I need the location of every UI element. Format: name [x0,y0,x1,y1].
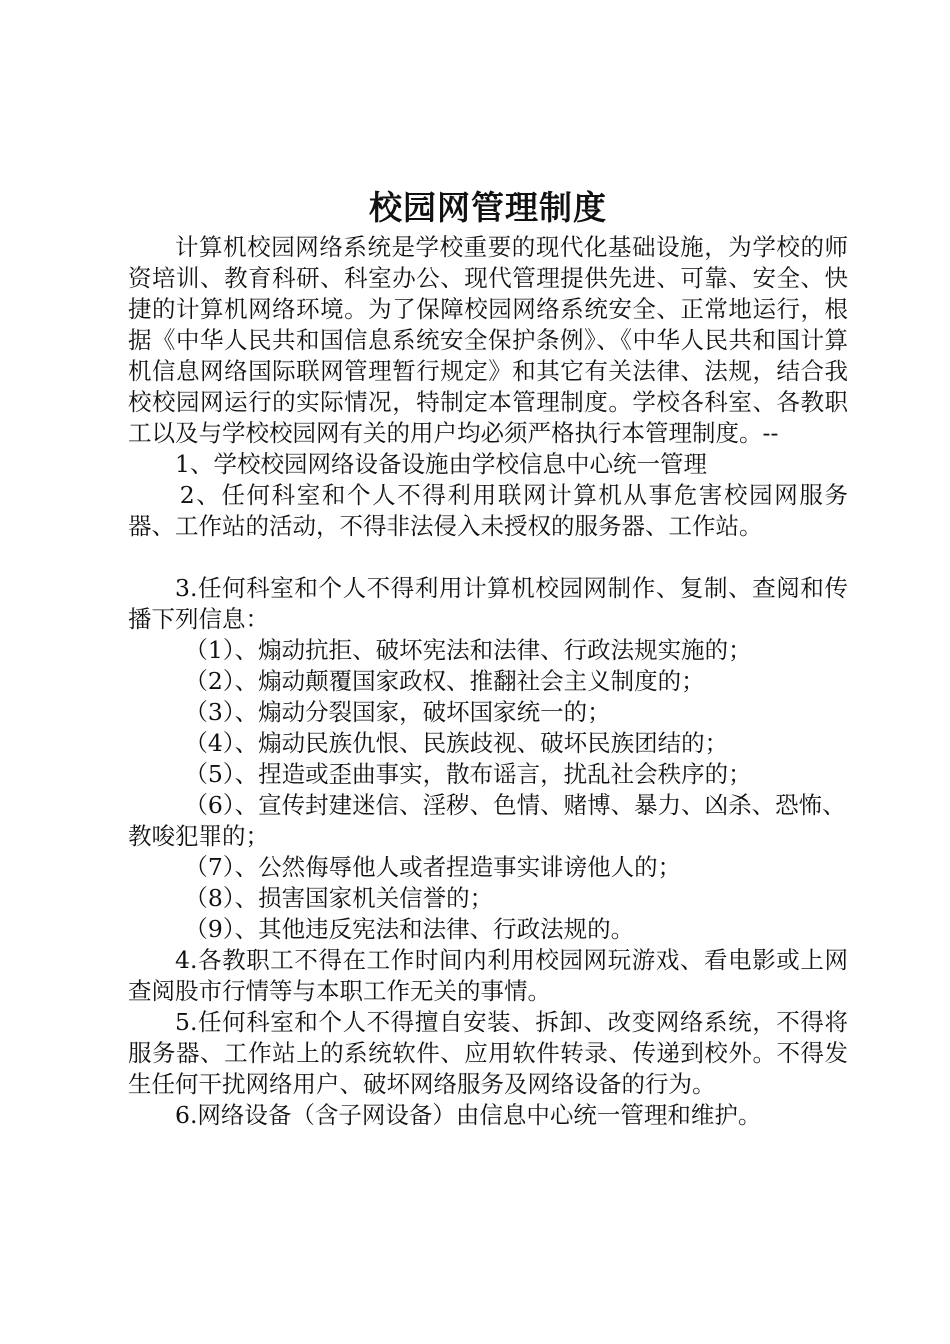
rule-3-item-8: （8）、损害国家机关信誉的； [184,884,494,912]
document-title: 校园网管理制度 [369,188,607,227]
rule-3-item-7: （7）、公然侮辱他人或者捏造事实诽谤他人的； [184,853,682,881]
rule-3-item-4: （4）、煽动民族仇恨、民族歧视、破坏民族团结的； [184,729,729,757]
document-page [128,186,848,1131]
rule-6: 6.网络设备（含子网设备）由信息中心统一管理和维护。 [175,1101,762,1129]
rule-2: 2、任何科室和个人不得利用联网计算机从事危害校园网服务器、工作站的活动，不得非法侵入未授权的服务器、工作站。 [128,481,848,540]
rule-1: 1、学校校园网络设备设施由学校信息中心统一管理 [175,450,707,478]
rule-3-item-3: （3）、煽动分裂国家，破坏国家统一的； [184,698,611,726]
rule-3-item-5: （5）、捏造或歪曲事实，散布谣言，扰乱社会秩序的； [184,760,752,788]
rule-3: 3.任何科室和个人不得利用计算机校园网制作、复制、查阅和传播下列信息： [128,574,848,633]
rule-3-item-9: （9）、其他违反宪法和法律、行政法规的。 [184,915,635,943]
rule-4: 4.各教职工不得在工作时间内利用校园网玩游戏、看电影或上网查阅股市行情等与本职工作无关的事情。 [128,946,848,1005]
blank-line [128,542,848,573]
rule-3-item-1: （1）、煽动抗拒、破坏宪法和法律、行政法规实施的； [184,636,752,664]
rule-3-item-6: （6）、宣传封建迷信、淫秽、色情、赌博、暴力、凶杀、恐怖、教唆犯罪的； [128,791,846,850]
rule-3-item-2: （2）、煽动颠覆国家政权、推翻社会主义制度的； [184,667,705,695]
intro-paragraph: 计算机校园网络系统是学校重要的现代化基础设施，为学校的师资培训、教育科研、科室办公、现代管理提供先进、可靠、安全、快捷的计算机网络环境。为了保障校园网络系统安全、正常地运行，根据《中华人民共和国信息系统安全保护条例》、《中华人民共和国计算机信息网络国际联网管理暂行规定》和其它有关法律、法规，结合我校校园网运行的实际情况，特制定本管理制度。学校各科室、各教职工以及与学校校园网有关的用户均必须严格执行本管理制度。-- [128,233,848,447]
rule-5: 5.任何科室和个人不得擅自安装、拆卸、改变网络系统，不得将服务器、工作站上的系统软件、应用软件转录、传递到校外。不得发生任何干扰网络用户、破坏网络服务及网络设备的行为。 [128,1008,848,1098]
